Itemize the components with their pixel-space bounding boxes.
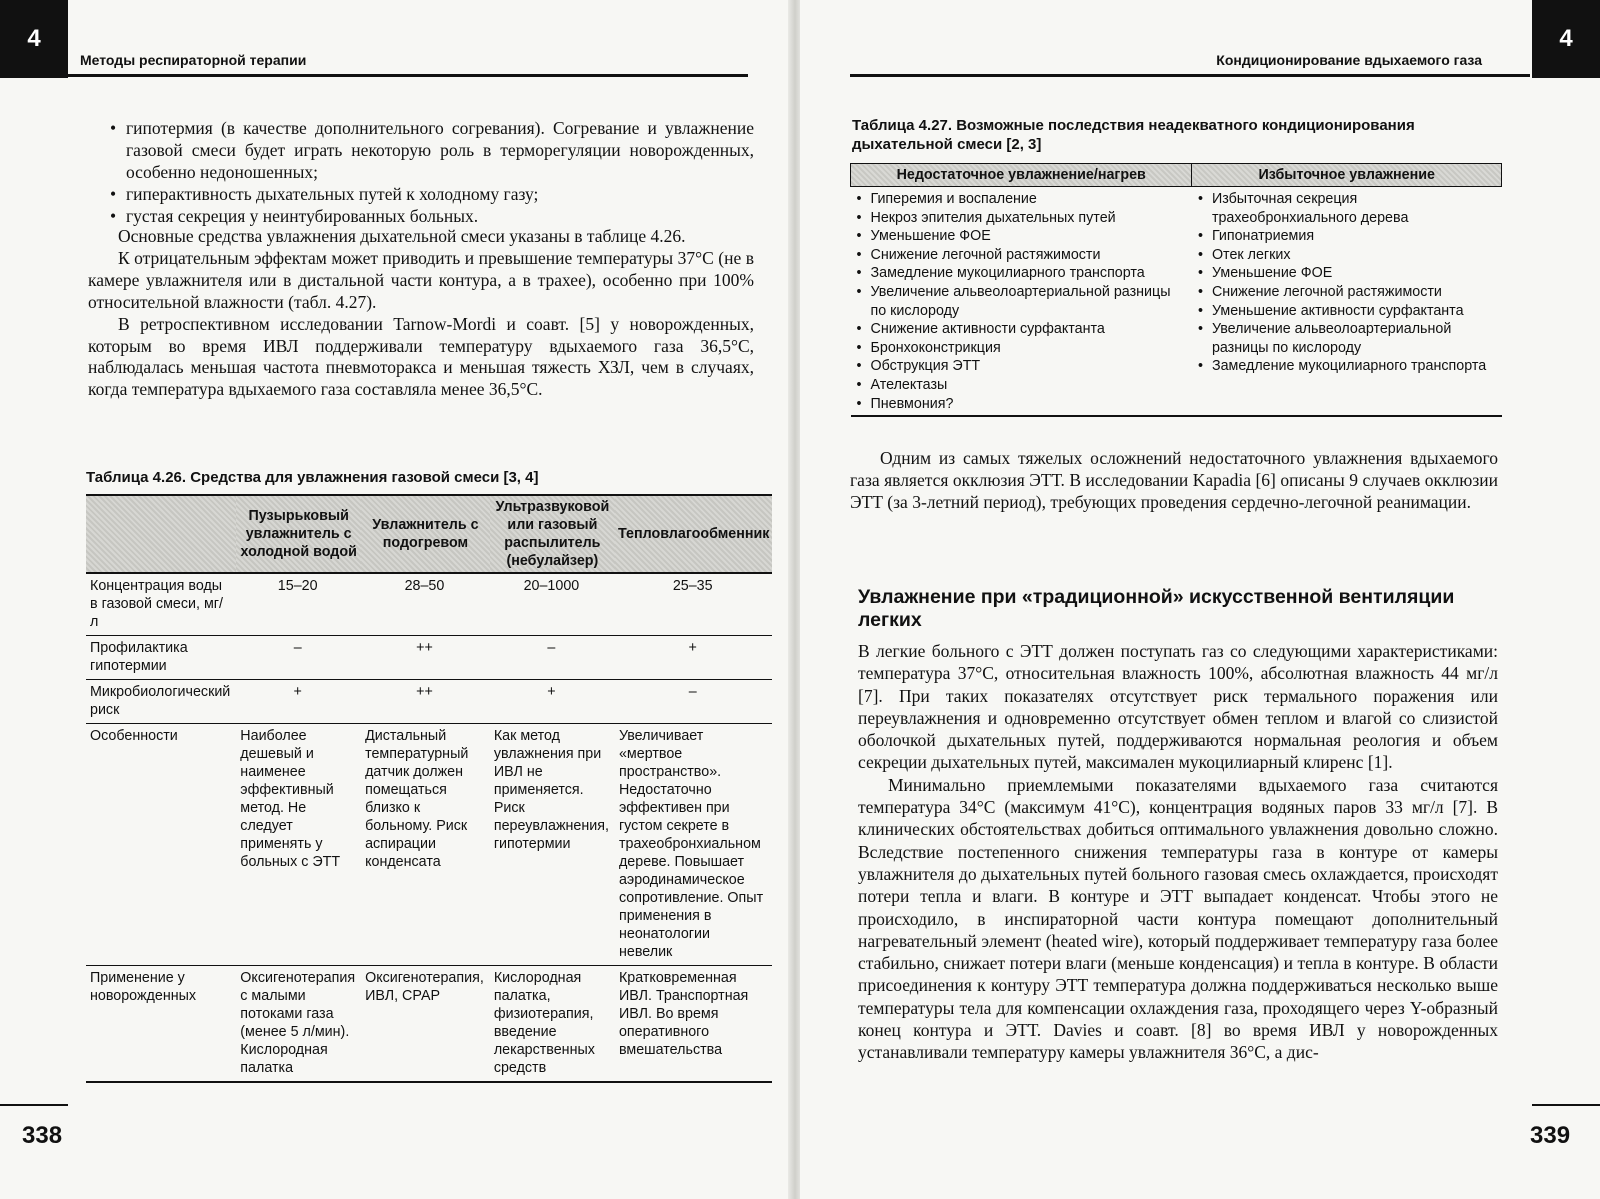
table-cell: Дистальный температурный датчик должен помещаться близко к больному. Риск аспирации конденсата [361,724,490,966]
right-body-text [858,640,1498,1064]
page-number-right: 339 [1530,1122,1571,1149]
list-item: • Увеличение альвеолоартериальной разницы по кислороду [855,283,1188,320]
table-row [851,187,1502,417]
table-cell: – [236,636,361,680]
table-caption-4-27: Таблица 4.27. Возможные последствия неадекватного кондиционирования дыхательной смеси [2, 3] [852,117,1415,153]
paragraph: К отрицательным эффектам может приводить и превышение температуры 37°С (не в камере увлажнителя или в дистальной части контура, а в трахее), особенно при 100% относительной влажности (табл. 4.27). [88,247,754,312]
table-cell: Оксигенотерапия с малыми потоками газа (менее 5 л/мин). Кислородная палатка [236,966,361,1083]
left-body-text [110,118,754,228]
table-cell: + [490,680,615,724]
bullet-item: • гипотермия (в качестве дополнительного согревания). Согревание и увлажнение газовой смеси будет играть некоторую роль в терморегуляции новорожденных, особенно недоношенных; [110,118,754,184]
list-item: • Увеличение альвеолоартериальной разницы по кислороду [1196,320,1498,357]
footer-rule-right [1532,1104,1600,1106]
footer-rule-left [0,1104,68,1106]
table-cell: Оксигенотерапия, ИВЛ, СРАР [361,966,490,1083]
list-item: • Снижение легочной растяжимости [855,246,1188,265]
chapter-tab-left: 4 [0,0,68,78]
table-cell: 15–20 [236,573,361,636]
paragraph: Основные средства увлажнения дыхательной смеси указаны в таблице 4.26. [118,226,686,246]
table-header-cell: Тепловлагообменник [615,495,773,573]
table-row [86,966,772,1083]
chapter-tab-right: 4 [1532,0,1600,78]
list-item: • Снижение активности сурфактанта [855,320,1188,339]
list-item: • Пневмония? [855,395,1188,414]
table-cell: – [615,680,773,724]
page-number-left: 338 [22,1122,63,1149]
section-title: Увлажнение при «традиционной» искусственной вентиляции легких [858,586,1455,631]
table-cell: Увеличивает «мертвое пространство». Недостаточно эффективен при густом секрете в трахеобронхиальном дереве. Повышает аэродинамическое сопротивление. Опыт применения в неонатологии невелик [615,724,773,966]
paragraph: В легкие больного с ЭТТ должен поступать газ со следующими характеристиками: температура 37°С, относительная влажность 100%, абсолютная влажность 44 мг/л [7]. При таких показателях отсутствует риск термального поражения или переувлажнения и одновременно отсутствует обмен теплом и влагой со слизистой оболочкой дыхательных путей, поддерживаются нормальная реология и объем секреции дыхательных путей, максимален мукоцилиарный клиренс [1]. [858,641,1498,773]
table-4-26 [86,494,772,1083]
paragraph: Одним из самых тяжелых осложнений недостаточного увлажнения вдыхаемого газа является окклюзия ЭТТ. В исследовании Kapadia [6] описаны 9 случаев окклюзии ЭТТ (за 3-летний период), требующих проведения сердечно-легочной реанимации. [850,448,1498,512]
table-cell: 20–1000 [490,573,615,636]
list-item: • Гиперемия и воспаление [855,190,1188,209]
table-row [86,573,772,636]
table-cell: ++ [361,636,490,680]
consequence-list-excessive [1196,190,1498,376]
table-cell: Как метод увлажнения при ИВЛ не применяется. Риск переувлажнения, гипотермии [490,724,615,966]
list-item: • Замедление мукоцилиарного транспорта [855,264,1188,283]
table-header-cell: Ультразвуковой или газовый распылитель (небулайзер) [490,495,615,573]
table-cell: 28–50 [361,573,490,636]
table-header-cell: Пузырьковый увлажнитель с холодной водой [236,495,361,573]
bullet-item: • гиперактивность дыхательных путей к холодному газу; [110,184,754,206]
table-cell [1192,187,1502,417]
table-header-row [851,164,1502,187]
list-item: • Замедление мукоцилиарного транспорта [1196,357,1498,376]
table-cell: – [490,636,615,680]
table-cell: Кислородная палатка, физиотерапия, введение лекарственных средств [490,966,615,1083]
row-label: Концентрация воды в газовой смеси, мг/л [86,573,236,636]
row-label: Микробиологический риск [86,680,236,724]
list-item: • Ателектазы [855,376,1188,395]
table-header-cell: Увлажнитель с подогревом [361,495,490,573]
list-item: • Бронхоконстрикция [855,339,1188,358]
right-paragraph-1 [850,447,1498,513]
list-item: • Избыточная секреция трахеобронхиального дерева [1196,190,1498,227]
list-item: • Уменьшение ФОЕ [1196,264,1498,283]
table-row [86,636,772,680]
list-item: • Уменьшение активности сурфактанта [1196,302,1498,321]
paragraph: В ретроспективном исследовании Tarnow-Mordi и соавт. [5] у новорожденных, которым во время ИВЛ поддерживали температуру вдыхаемого газа 36,5°С, наблюдалась меньшая частота пневмоторакса и меньшая тяжесть ХЗЛ, чем в случаях, когда температура вдыхаемого газа составляла менее 36,5°С. [88,313,754,400]
table-caption-4-26: Таблица 4.26. Средства для увлажнения газовой смеси [3, 4] [86,469,539,486]
table-cell: Кратковременная ИВЛ. Транспортная ИВЛ. Во время оперативного вмешательства [615,966,773,1083]
header-rule-right [850,74,1530,77]
row-label: Применение у новорожденных [86,966,236,1083]
left-page [0,0,790,1199]
table-4-27 [850,163,1502,417]
header-rule-left [0,74,748,77]
list-item: • Уменьшение ФОЕ [855,227,1188,246]
table-row [86,680,772,724]
table-cell: Наиболее дешевый и наименее эффективный метод. Не следует применять у больных с ЭТТ [236,724,361,966]
table-header-row [86,495,772,573]
table-header-cell: Недостаточное увлажнение/нагрев [851,164,1192,187]
table-cell: + [615,636,773,680]
table-header-cell: Избыточное увлажнение [1192,164,1502,187]
list-item: • Гипонатриемия [1196,227,1498,246]
row-label: Профилактика гипотермии [86,636,236,680]
running-head-right: Кондиционирование вдыхаемого газа [1216,52,1482,68]
list-item: • Отек легких [1196,246,1498,265]
table-cell: ++ [361,680,490,724]
list-item: • Обструкция ЭТТ [855,357,1188,376]
table-cell [851,187,1192,417]
bullet-item: • густая секреция у неинтубированных больных. [110,206,754,228]
list-item: • Снижение легочной растяжимости [1196,283,1498,302]
table-cell: + [236,680,361,724]
bullet-list [110,118,754,228]
table-row [86,724,772,966]
table-cell: 25–35 [615,573,773,636]
row-label: Особенности [86,724,236,966]
paragraph: Минимально приемлемыми показателями вдыхаемого газа считаются температура 34°С (максимум 41°С), концентрация водяных паров 33 мг/л [7]. В клинических обстоятельствах добиться оптимального увлажнения довольно сложно. Вследствие постепенного снижения температуры газа в контуре от камеры увлажнителя до дыхательных путей больного газовая смесь охлаждается, происходят потери тепла и влаги. В контуре и ЭТТ выпадает конденсат. Чтобы этого не происходило, в инспираторной части контура помещают дополнительный нагревательный элемент (heated wire), который поддерживает температуру газа более стабильно, снижает потери влаги (меньше конденсация) и тепла в контуре. В области присоединения к контуру ЭТТ температура должна поддерживаться несколько выше температуры тела для компенсации охлаждения газа, проходящего через Y-образный конец контура и ЭТТ. Davies и соавт. [8] во время ИВЛ у новорожденных устанавливали температуру камеры увлажнителя 36°С, а дис- [858,774,1498,1063]
running-head-left: Методы респираторной терапии [80,52,307,68]
list-item: • Некроз эпителия дыхательных путей [855,209,1188,228]
table-header-cell [86,495,236,573]
left-paragraphs [88,226,754,401]
consequence-list-insufficient [855,190,1188,413]
